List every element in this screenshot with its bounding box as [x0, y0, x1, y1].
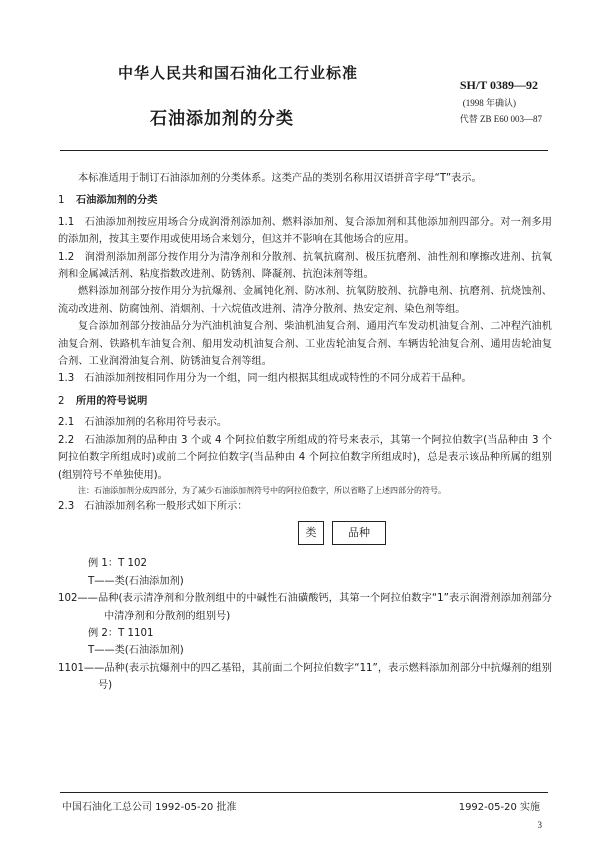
section-2-heading — [58, 393, 552, 410]
clause-2-1: 2.1 石油添加剂的名称用符号表示。 — [58, 417, 228, 429]
example-1-category: T——类(石油添加剂) — [88, 575, 184, 587]
clause-2-3: 2.3 石油添加剂名称一般形式如下所示： — [58, 500, 248, 512]
example-2-variety: 1101——品种(表示抗爆剂中的四乙基铅，其前面二个阿拉伯数字“11”，表示燃料添加剂部分中抗爆剂的组别号) — [58, 662, 552, 692]
clause-2-2: 2.2 石油添加剂的品种由 3 个或 4 个阿拉伯数字所组成的符号来表示，其第一个阿拉伯数字(当品种由 3 个阿拉伯数字所组成时)或前二个阿拉伯数字(当品种由 4 个阿拉伯数字所组成时)，总是表示该品种所属的组别(组别符号不单独使用)。 — [58, 434, 552, 481]
section-2-title: 所用的符号说明 — [76, 395, 148, 407]
page-number: 3 — [537, 820, 542, 830]
clause-1-2-fuel: 燃料添加剂部分按作用分为抗爆剂、金属钝化剂、防冰剂、抗氧防胶剂、抗静电剂、抗磨剂、抗烧蚀剂、流动改进剂、防腐蚀剂、消烟剂、十六烷值改进剂、清净分散剂、热安定剂、染色剂等组。 — [58, 286, 552, 315]
document-body — [58, 170, 552, 695]
approval-line: 中国石油化工总公司 1992-05-20 批准 — [62, 802, 237, 813]
example-2-category: T——类(石油添加剂) — [88, 645, 184, 657]
header-divider — [60, 150, 548, 151]
name-form-diagram — [58, 521, 552, 549]
clause-1-2: 1.2 润滑剂添加剂部分按作用分为清净剂和分散剂、抗氧抗腐剂、极压抗磨剂、油性剂和摩擦改进剂、抗氧剂和金属减活剂、粘度指数改进剂、防锈剂、降凝剂、抗泡沫剂等组。 — [58, 251, 552, 281]
implementation-date: 1992-05-20 实施 — [458, 802, 540, 813]
clause-1-2-compound: 复合添加剂部分按油品分为汽油机油复合剂、柴油机油复合剂、通用汽车发动机油复合剂、二冲程汽油机油复合剂、铁路机车油复合剂、船用发动机油复合剂、工业齿轮油复合剂、车辆齿轮油复合剂、通用齿轮油复合剂、工业润滑油复合剂、防锈油复合剂等组。 — [58, 321, 552, 368]
clause-1-3: 1.3 石油添加剂按相同作用分为一个组，同一组内根据其组成或特性的不同分成若干品种。 — [58, 373, 472, 385]
section-1-number: 1 — [58, 195, 65, 207]
section-1-heading — [58, 192, 552, 209]
example-1-label: 例 1：T 102 — [88, 558, 148, 570]
example-1-variety: 102——品种(表示清净剂和分散剂组中的中碱性石油磺酸钙，其第一个阿拉伯数字“1”表示润滑剂添加剂部分中清净剂和分散剂的组别号) — [58, 593, 552, 622]
footer-divider — [60, 792, 548, 793]
standard-code: SH/T 0389—92 — [459, 78, 538, 92]
section-2-number: 2 — [58, 395, 65, 407]
intro-paragraph: 本标准适用于制订石油添加剂的分类体系。这类产品的类别名称用汉语拼音字母“T”表示。 — [78, 173, 482, 184]
example-2-label: 例 2：T 1101 — [88, 627, 154, 639]
variety-box: 品种 — [332, 521, 386, 545]
clause-1-1: 1.1 石油添加剂按应用场合分成润滑剂添加剂、燃料添加剂、复合添加剂和其他添加剂四部分。对一剂多用的添加剂，按其主要作用或使用场合来划分，但这并不影响在其他场合的应用。 — [58, 216, 552, 246]
replaces-standard: 代替 ZB E60 003—87 — [459, 114, 542, 124]
category-box: 类 — [298, 521, 324, 545]
note: 注：石油添加剂分成四部分，为了减少石油添加剂符号中的阿拉伯数字，所以省略了上述四部分的符号。 — [78, 485, 446, 495]
issuing-standard-title: 中华人民共和国石油化工行业标准 — [118, 64, 359, 82]
section-1-title: 石油添加剂的分类 — [76, 195, 158, 207]
document-title: 石油添加剂的分类 — [150, 109, 294, 129]
confirmation-year: (1998 年确认) — [462, 98, 516, 108]
